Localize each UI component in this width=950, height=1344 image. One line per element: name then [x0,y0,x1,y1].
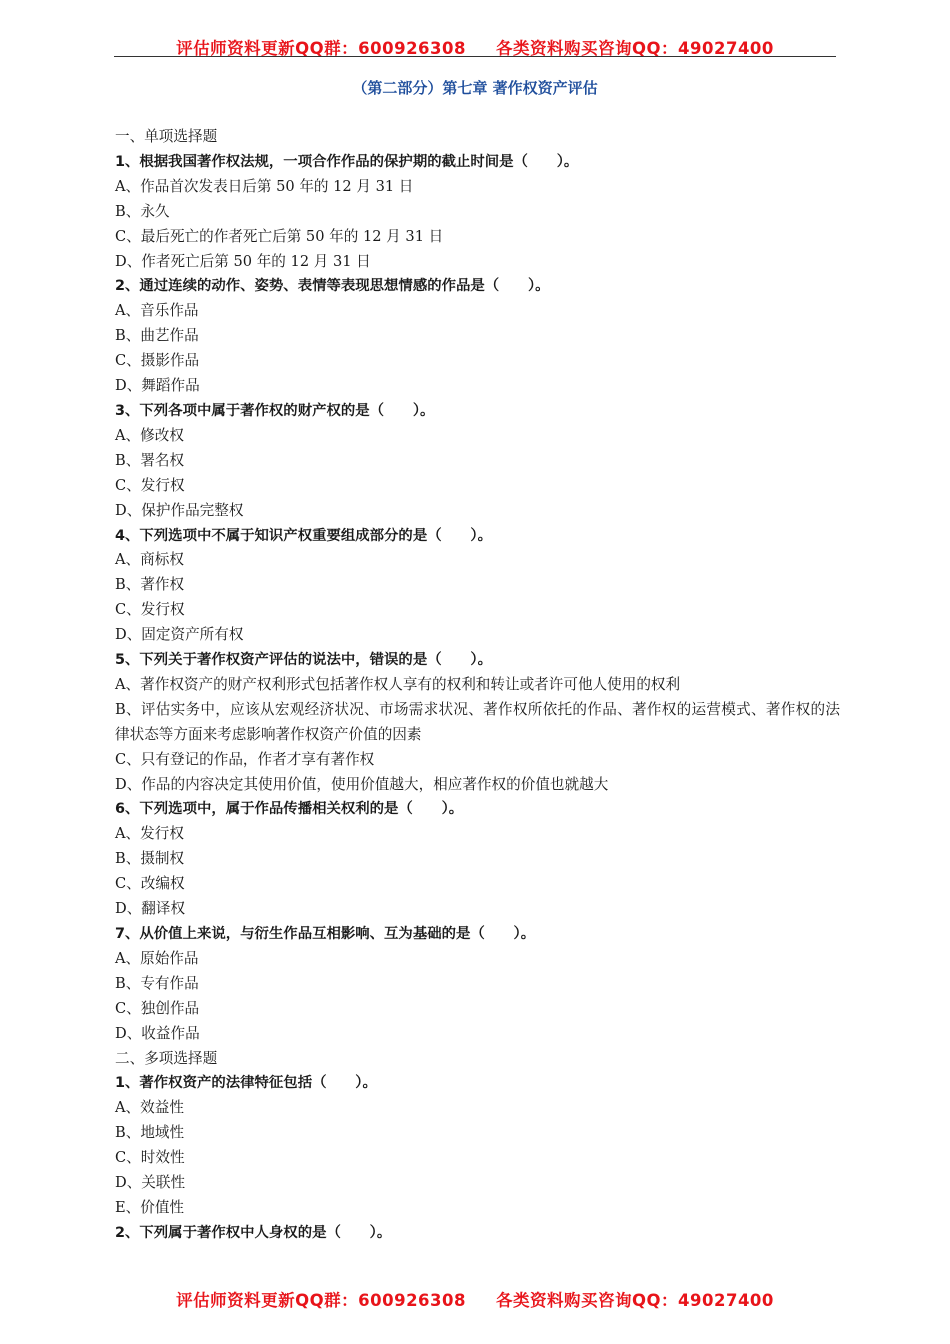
answer-option: B、摄制权 [115,850,185,868]
answer-option: D、舞蹈作品 [115,377,200,395]
answer-option: A、作品首次发表日后第 50 年的 12 月 31 日 [115,177,414,195]
header-divider [114,56,836,57]
question-text: 1、著作权资产的法律特征包括（ ）。 [115,1075,377,1092]
footer-contact-info: 各类资料购买咨询QQ：49027400 [495,1291,774,1310]
question-text: 4、下列选项中不属于知识产权重要组成部分的是（ ）。 [115,527,492,544]
answer-option: D、收益作品 [115,1024,200,1042]
answer-option: B、曲艺作品 [115,327,199,345]
answer-option: C、发行权 [115,476,185,494]
answer-option: B、署名权 [115,451,185,469]
footer-group-info: 评估师资料更新QQ群：600926308 [176,1291,466,1310]
answer-option: D、作者死亡后第 50 年的 12 月 31 日 [115,252,371,270]
answer-option: C、时效性 [115,1149,185,1167]
question-text: 2、下列属于著作权中人身权的是（ ）。 [115,1224,392,1241]
question-text: 6、下列选项中，属于作品传播相关权利的是（ ）。 [115,801,464,818]
question-text: 1、根据我国著作权法规，一项合作作品的保护期的截止时间是（ ）。 [115,153,579,170]
answer-option: D、关联性 [115,1174,186,1192]
answer-option: B、著作权 [115,576,185,594]
answer-option: B、专有作品 [115,974,199,992]
question-text: 7、从价值上来说，与衍生作品互相影响、互为基础的是（ ）。 [115,926,536,942]
answer-option: A、商标权 [115,551,184,569]
answer-option: C、摄影作品 [115,352,200,370]
question-list [115,125,840,1246]
question-text: 2、通过连续的动作、姿势、表情等表现思想情感的作品是（ ）。 [115,278,550,295]
banner-contact-info: 各类资料购买咨询QQ：49027400 [495,39,774,58]
answer-option: E、价值性 [115,1198,185,1216]
answer-option: A、效益性 [115,1099,184,1117]
answer-option: B、永久 [115,202,170,220]
question-text: 3、下列各项中属于著作权的财产权的是（ ）。 [115,402,435,419]
answer-option: A、著作权资产的财产权利形式包括著作权人享有的权利和转让或者许可他人使用的权利 [115,675,681,693]
answer-option: B、地域性 [115,1124,185,1142]
banner-group-info: 评估师资料更新QQ群：600926308 [176,39,466,58]
answer-option: D、作品的内容决定其使用价值，使用价值越大，相应著作权的价值也就越大 [115,775,609,793]
section-heading: 一、单项选择题 [115,128,218,145]
answer-option: B、评估实务中，应该从宏观经济状况、市场需求状况、著作权所依托的作品、著作权的运营模式、著作权的法律状态等方面来考虑影响著作权资产价值的因素 [115,700,840,743]
answer-option: D、固定资产所有权 [115,626,244,644]
footer-banner [0,1287,950,1311]
section-heading: 二、多项选择题 [115,1049,218,1067]
answer-option: C、最后死亡的作者死亡后第 50 年的 12 月 31 日 [115,227,444,245]
answer-option: A、发行权 [115,825,184,843]
answer-option: A、音乐作品 [115,302,199,320]
answer-option: C、只有登记的作品，作者才享有著作权 [115,750,375,768]
answer-option: A、修改权 [115,426,184,444]
question-text: 5、下列关于著作权资产评估的说法中，错误的是（ ）。 [115,652,492,669]
answer-option: C、改编权 [115,875,185,893]
answer-option: C、独创作品 [115,999,200,1017]
answer-option: C、发行权 [115,601,185,619]
answer-option: D、保护作品完整权 [115,501,244,519]
answer-option: A、原始作品 [115,949,199,967]
chapter-title: （第二部分）第七章 著作权资产评估 [352,79,598,97]
answer-option: D、翻译权 [115,900,186,918]
